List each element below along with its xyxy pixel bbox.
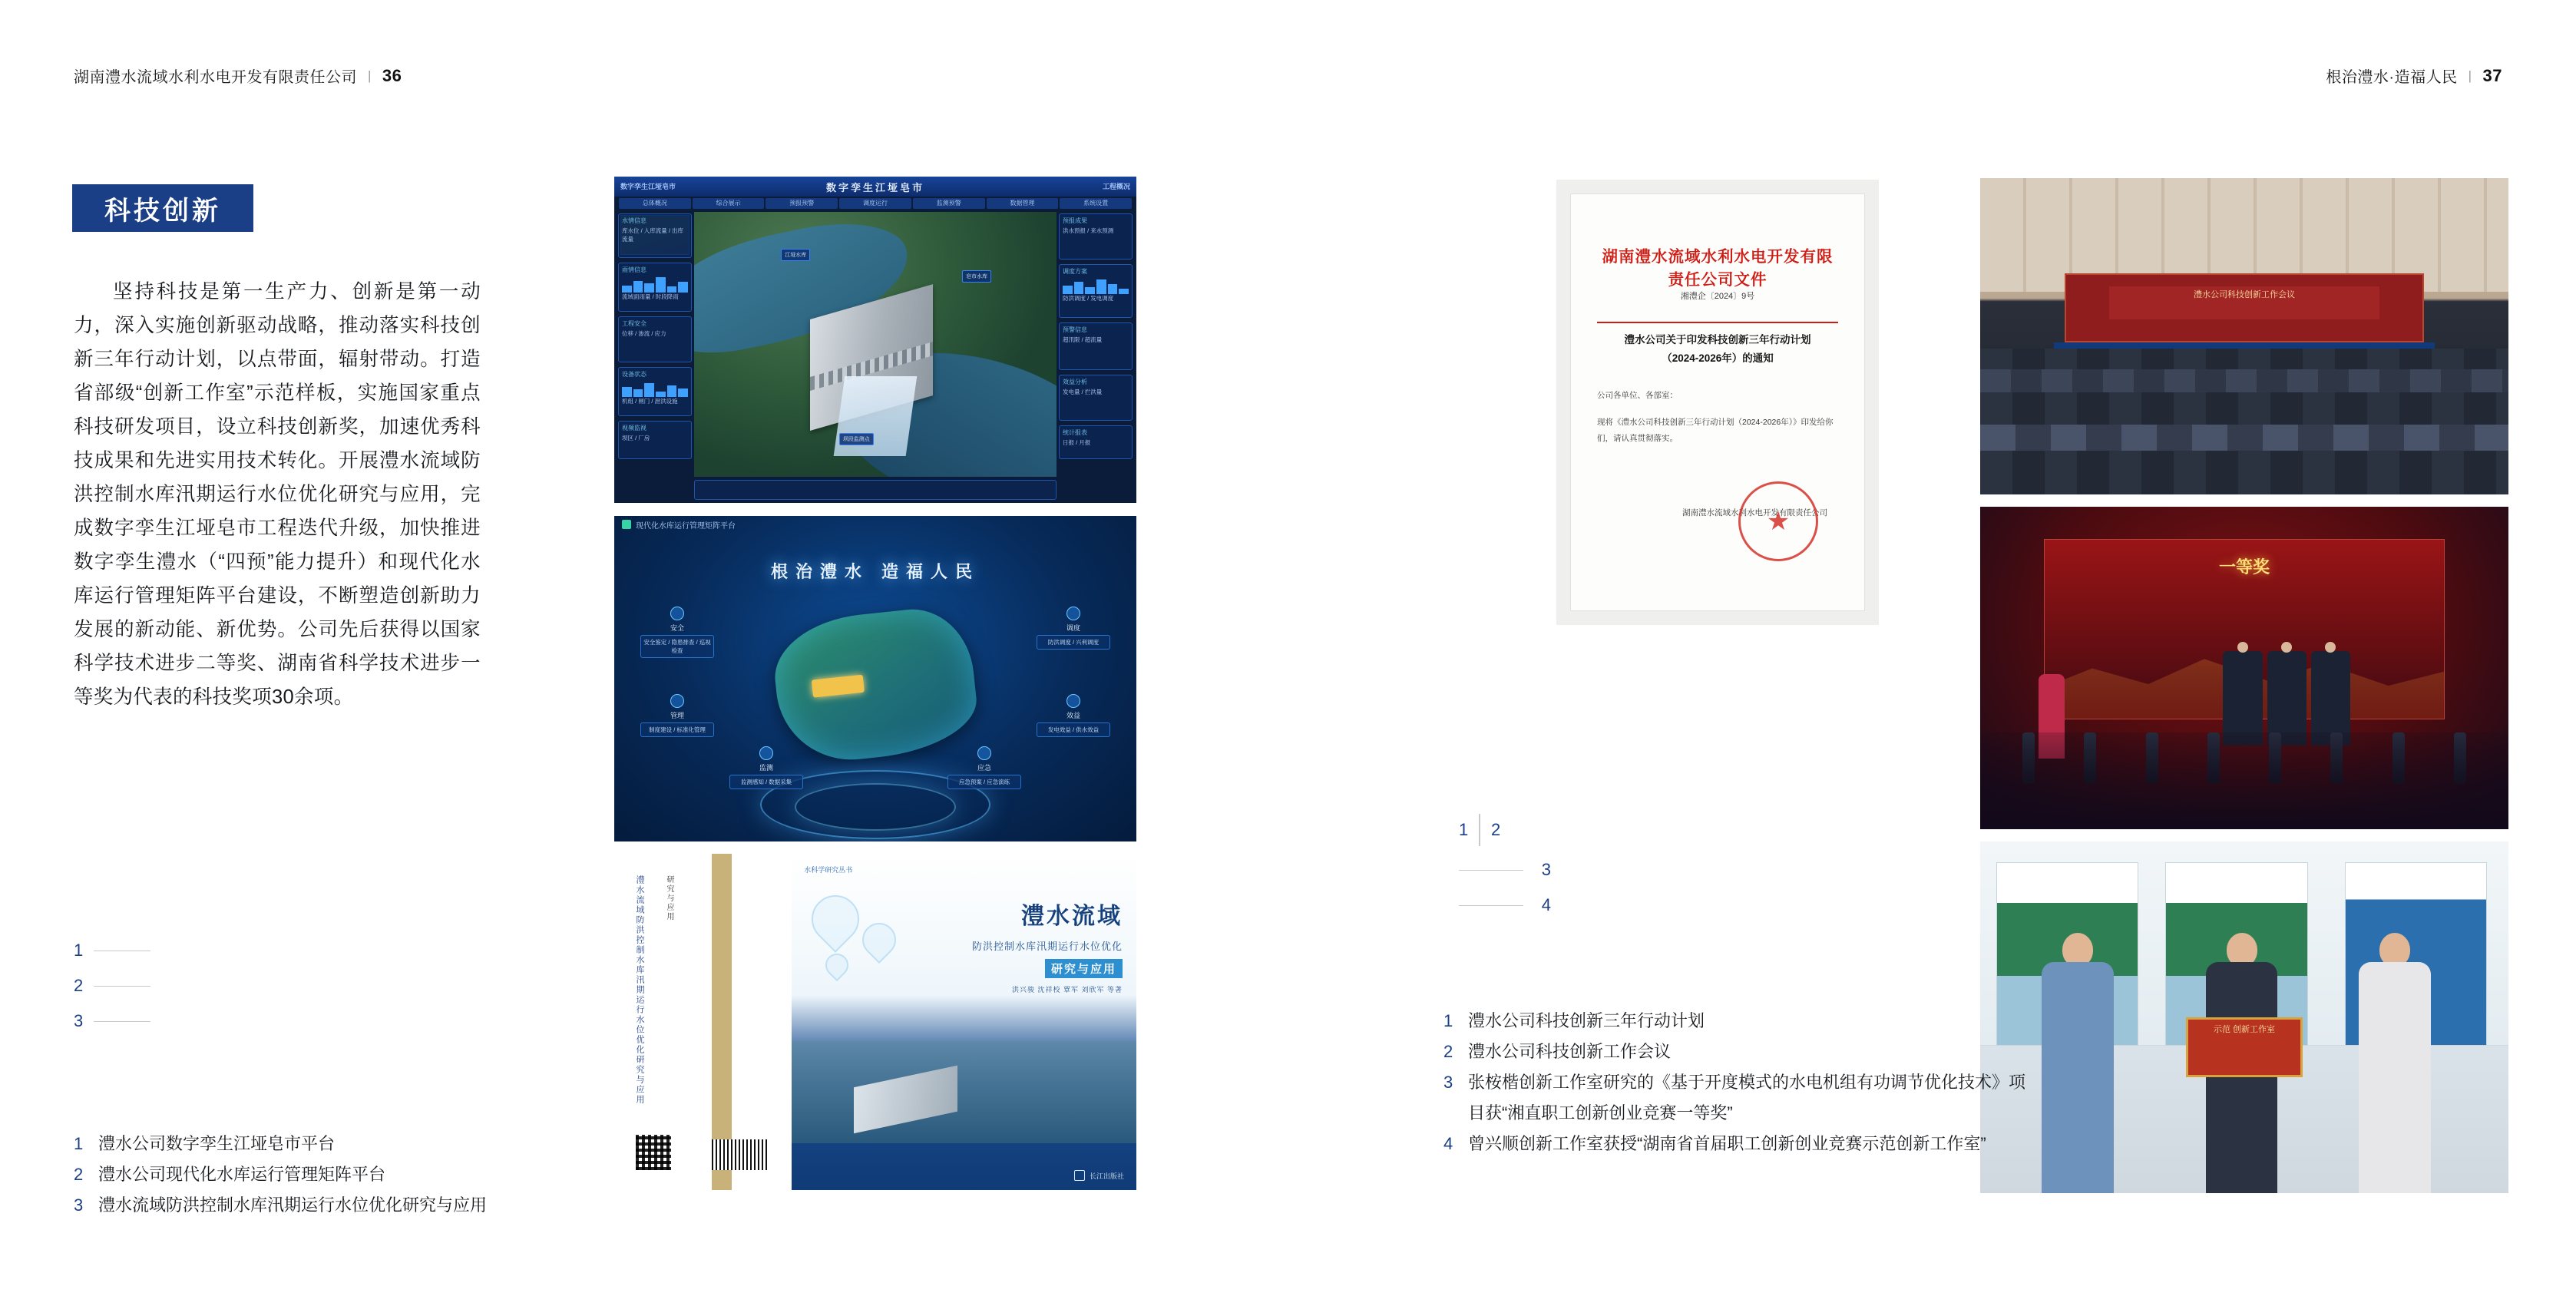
decorative-ring-inner bbox=[795, 783, 956, 831]
dashboard-title: 数字孪生江垭皂市 bbox=[825, 181, 924, 193]
dashboard-right-panel bbox=[1059, 264, 1133, 318]
panel-title: 水情信息 bbox=[622, 217, 646, 224]
document-salutation: 公司各单位、各部室： bbox=[1597, 391, 1678, 400]
panel-body: 流域面雨量 / 时段降雨 bbox=[622, 293, 679, 300]
figure-marker-row bbox=[1459, 812, 1529, 848]
figure-conference-hall bbox=[1980, 178, 2508, 494]
panel-title: 雨情信息 bbox=[622, 266, 646, 273]
matrix-header-text: 现代化水库运行管理矩阵平台 bbox=[636, 521, 736, 531]
figure-marker: 2 bbox=[74, 976, 84, 995]
scene-tag: 江垭水库 bbox=[781, 249, 810, 261]
document-body bbox=[1597, 388, 1838, 447]
dashboard-right-panel bbox=[1059, 213, 1133, 260]
figure-marker: 1 bbox=[74, 941, 84, 960]
panel-bar-chart bbox=[622, 276, 688, 293]
scene-tag: 坝段监测点 bbox=[839, 433, 874, 445]
panel-bar-chart bbox=[1063, 277, 1129, 294]
section-title bbox=[72, 184, 253, 232]
panel-body: 发电量 / 拦洪量 bbox=[1063, 388, 1103, 395]
figure-marker: 2 bbox=[1491, 820, 1501, 839]
book-front-cover bbox=[792, 854, 1136, 1190]
document-signer: 湖南澧水流域水利水电开发有限责任公司 bbox=[1682, 508, 1827, 517]
document-subject-line-2: （2024-2026年）的通知 bbox=[1662, 352, 1774, 364]
matrix-node[interactable] bbox=[947, 746, 1021, 789]
figure-book-cover bbox=[614, 854, 1136, 1190]
caption-item bbox=[1443, 1067, 2027, 1129]
figure-marker: 3 bbox=[1541, 860, 1551, 879]
person-body bbox=[2042, 962, 2114, 1193]
figure-marker: 4 bbox=[1541, 895, 1551, 914]
caption-item bbox=[1443, 1037, 2027, 1067]
document-subject bbox=[1597, 331, 1838, 368]
person-body bbox=[2359, 962, 2431, 1193]
node-detail: 制度建设 / 标准化管理 bbox=[640, 722, 714, 737]
caption-text: 澧水公司科技创新工作会议 bbox=[1468, 1042, 1672, 1061]
dashboard-left-panel bbox=[618, 421, 692, 459]
book-publisher bbox=[1074, 1170, 1124, 1181]
node-icon bbox=[1066, 607, 1080, 620]
panel-body: 日报 / 月报 bbox=[1063, 439, 1091, 446]
running-head-left bbox=[74, 64, 402, 87]
book-authors: 洪兴骏 沈祥校 覃军 刘欣军 等著 bbox=[1011, 986, 1123, 994]
matrix-slogan: 根治澧水 造福人民 bbox=[770, 562, 980, 581]
figure-marker-row bbox=[74, 968, 150, 1003]
caption-index: 4 bbox=[1443, 1134, 1453, 1153]
panel-body: 库水位 / 入库流量 / 出库流量 bbox=[622, 227, 684, 243]
book-title-sub: 防洪控制水库汛期运行水位优化 bbox=[971, 941, 1123, 952]
body-paragraph: 坚持科技是第一生产力、创新是第一动力，深入实施创新驱动战略，推动落实科技创新三年行动计划，以点带面，辐射带动。打造省部级“创新工作室”示范样板，实施国家重点科技研发项目，设立科技创新奖，加速优秀科技成果和先进实用技术转化。开展澧水流域防洪控制水库汛期运行水位优化研究与应用，完成数字孪生江垭皂市工程迭代升级，加快推进数字孪生澧水（“四预”能力提升）和现代化水库运行管理矩阵平台建设，不断塑造创新助力发展的新动能、新优势。公司先后获得以国家科学技术进步二等奖、湖南省科学技术进步一等奖为代表的科技奖项30余项。 bbox=[74, 281, 481, 708]
hall-stage bbox=[2065, 273, 2424, 343]
caption-index: 3 bbox=[74, 1195, 84, 1215]
figure-marker-rule bbox=[1459, 905, 1523, 906]
panel-title: 效益分析 bbox=[1063, 379, 1087, 385]
book-series-row bbox=[804, 865, 1124, 875]
figure-marker: 3 bbox=[74, 1011, 84, 1030]
matrix-node[interactable] bbox=[640, 694, 714, 737]
panel-title: 预警信息 bbox=[1063, 326, 1087, 333]
caption-item bbox=[1443, 1129, 2027, 1159]
figure-marker-rule bbox=[94, 986, 150, 987]
dashboard-left-panel bbox=[618, 213, 692, 258]
person-left bbox=[2033, 933, 2123, 1193]
drop-icon bbox=[855, 916, 903, 964]
panel-title: 视频监视 bbox=[622, 425, 646, 431]
node-icon bbox=[759, 746, 773, 760]
hall-audience-seats bbox=[1980, 349, 2508, 494]
node-label: 调度 bbox=[1066, 624, 1080, 632]
person-body bbox=[2206, 962, 2278, 1193]
document-paragraph: 现将《澧水公司科技创新三年行动计划（2024-2026年）》印发给你们，请认真贯彻落实。 bbox=[1597, 418, 1834, 443]
figure-marker-row bbox=[1459, 888, 1551, 923]
caption-item bbox=[74, 1159, 565, 1190]
figure-marker: 1 bbox=[1459, 820, 1469, 839]
document-red-title: 湖南澧水流域水利水电开发有限责任公司文件 bbox=[1602, 248, 1834, 289]
panel-body: 机组 / 闸门 / 泄洪设施 bbox=[622, 398, 678, 405]
publisher-mark-icon bbox=[1074, 1170, 1085, 1181]
dashboard-right-panel bbox=[1059, 375, 1133, 421]
book-spine-subtitle: 研究与应用 bbox=[665, 875, 673, 921]
matrix-node[interactable] bbox=[1037, 607, 1110, 650]
dashboard-menu-item[interactable]: 系统设置 bbox=[1060, 198, 1132, 209]
caption-text: 曾兴顺创新工作室获授“湖南省首届职工创新创业竞赛示范创新工作室” bbox=[1468, 1134, 1986, 1153]
left-figure-markers bbox=[74, 933, 150, 1039]
book-spine-title: 澧水流域防洪控制水库汛期运行水位优化研究与应用 bbox=[635, 875, 644, 1105]
caption-item bbox=[74, 1129, 565, 1159]
figure-marker-rule bbox=[1459, 870, 1523, 871]
node-detail: 监测感知 / 数据采集 bbox=[729, 775, 803, 789]
panel-body: 超汛限 / 超流量 bbox=[1063, 336, 1103, 343]
caption-index: 3 bbox=[1443, 1073, 1453, 1092]
scene-tag: 皂市水库 bbox=[962, 270, 991, 283]
watershed-map-shape bbox=[769, 603, 981, 767]
hall-banner-text: 澧水公司科技创新工作会议 bbox=[2109, 286, 2380, 319]
qr-code-icon bbox=[636, 1135, 671, 1170]
dashboard-left-panel bbox=[618, 316, 692, 362]
panel-title: 设备状态 bbox=[622, 371, 646, 378]
figure-official-document bbox=[1556, 180, 1879, 625]
dashboard-left-panel bbox=[618, 367, 692, 416]
dashboard-right-panel bbox=[1059, 322, 1133, 370]
dashboard-menu-item[interactable]: 总体概况 bbox=[619, 198, 691, 209]
dashboard-right-panel bbox=[1059, 425, 1133, 459]
node-detail: 安全鉴定 / 隐患排查 / 巡视检查 bbox=[640, 635, 714, 658]
figure-group-photo bbox=[1980, 841, 2508, 1193]
panel-bar-chart bbox=[622, 380, 688, 397]
water-drop-graphic bbox=[805, 888, 936, 1003]
caption-item bbox=[74, 1190, 565, 1221]
caption-item bbox=[1443, 1006, 2027, 1037]
figure-matrix-platform bbox=[614, 516, 1136, 841]
running-head-divider: | bbox=[2468, 68, 2472, 83]
dashboard-menu-item[interactable]: 调度运行 bbox=[839, 198, 911, 209]
dashboard-menu-item[interactable]: 监测预警 bbox=[913, 198, 985, 209]
node-label: 应急 bbox=[977, 764, 991, 772]
node-icon bbox=[977, 746, 991, 760]
caption-text: 澧水流域防洪控制水库汛期运行水位优化研究与应用 bbox=[98, 1195, 488, 1215]
barcode-icon bbox=[712, 1139, 769, 1170]
figure-marker-vrule bbox=[1479, 814, 1480, 846]
section-title-text: 科技创新 bbox=[104, 196, 221, 226]
caption-text: 澧水公司现代化水库运行管理矩阵平台 bbox=[98, 1165, 386, 1184]
node-detail: 防洪调度 / 兴利调度 bbox=[1037, 635, 1110, 650]
node-icon bbox=[1066, 694, 1080, 708]
document-sheet bbox=[1570, 193, 1865, 611]
matrix-node[interactable] bbox=[640, 607, 714, 658]
document-red-rule bbox=[1597, 322, 1838, 323]
panel-title: 工程安全 bbox=[622, 320, 646, 327]
award-plaque: 示范 创新工作室 bbox=[2186, 1017, 2302, 1077]
panel-title: 统计报表 bbox=[1063, 429, 1087, 436]
page-number-left: 36 bbox=[382, 65, 402, 85]
matrix-node[interactable] bbox=[1037, 694, 1110, 737]
caption-index: 1 bbox=[1443, 1011, 1453, 1030]
dashboard-title-bar bbox=[614, 177, 1136, 197]
node-label: 管理 bbox=[670, 712, 684, 719]
caption-index: 2 bbox=[74, 1165, 84, 1184]
platform-logo-icon bbox=[622, 520, 631, 529]
book-title-main: 澧水流域 bbox=[1020, 904, 1123, 929]
document-number: 湘澧企〔2024〕9号 bbox=[1680, 292, 1755, 301]
running-head-left-text: 湖南澧水流域水利水电开发有限责任公司 bbox=[74, 69, 357, 86]
book-cover-photo bbox=[792, 1042, 1136, 1142]
dashboard-menu[interactable] bbox=[614, 198, 1136, 210]
panel-body: 位移 / 渗流 / 应力 bbox=[622, 330, 666, 337]
dashboard-3d-scene bbox=[694, 212, 1057, 477]
dashboard-right-label: 工程概况 bbox=[1102, 183, 1130, 190]
page-number-right: 37 bbox=[2482, 65, 2502, 85]
node-label: 安全 bbox=[670, 624, 684, 632]
caption-text: 澧水公司科技创新三年行动计划 bbox=[1468, 1011, 1705, 1030]
figure-marker-rule bbox=[94, 1021, 150, 1022]
figure-marker-row bbox=[1459, 852, 1551, 888]
book-series-label: 水科学研究丛书 bbox=[804, 866, 853, 874]
dashboard-menu-item[interactable]: 预报预警 bbox=[766, 198, 838, 209]
award-recipients bbox=[2223, 636, 2349, 746]
node-icon bbox=[670, 694, 684, 708]
publisher-name: 长江出版社 bbox=[1089, 1172, 1124, 1180]
panel-body: 坝区 / 厂房 bbox=[622, 435, 650, 441]
running-head-right-text: 根治澧水·造福人民 bbox=[2326, 69, 2458, 86]
dashboard-menu-item[interactable]: 数据管理 bbox=[987, 198, 1059, 209]
panel-title: 预报成果 bbox=[1063, 217, 1087, 224]
caption-index: 1 bbox=[74, 1134, 84, 1153]
caption-text: 张桉楷创新工作室研究的《基于开度模式的水电机组有功调节优化技术》项目获“湘直职工创新创业竞赛一等奖” bbox=[1468, 1073, 2026, 1122]
caption-index: 2 bbox=[1443, 1042, 1453, 1061]
figure-digital-twin-dashboard bbox=[614, 177, 1136, 503]
right-figure-markers-mid bbox=[1459, 852, 1551, 923]
book-title-highlight: 研究与应用 bbox=[1045, 959, 1123, 978]
stage-floor bbox=[1980, 732, 2508, 829]
node-label: 效益 bbox=[1066, 712, 1080, 719]
dashboard-left-label: 数字孪生江垭皂市 bbox=[620, 183, 676, 190]
dashboard-menu-item[interactable]: 综合展示 bbox=[693, 198, 765, 209]
matrix-header bbox=[614, 516, 1136, 533]
right-caption-list bbox=[1443, 1006, 2027, 1159]
caption-text: 澧水公司数字孪生江垭皂市平台 bbox=[98, 1134, 336, 1153]
document-subject-line-1: 澧水公司关于印发科技创新三年行动计划 bbox=[1624, 334, 1811, 346]
node-detail: 应急预案 / 应急演练 bbox=[947, 775, 1021, 789]
award-title: 一等奖 bbox=[2218, 557, 2270, 577]
matrix-node[interactable] bbox=[729, 746, 803, 789]
panel-body: 洪水预报 / 来水预测 bbox=[1063, 227, 1114, 234]
official-seal-icon bbox=[1738, 481, 1818, 561]
left-caption-list bbox=[74, 1129, 565, 1221]
book-title-block bbox=[972, 897, 1123, 978]
dashboard-timeline[interactable] bbox=[694, 480, 1057, 500]
drop-icon bbox=[802, 885, 869, 953]
book-back-and-spine bbox=[614, 854, 792, 1190]
person-right bbox=[2350, 933, 2440, 1193]
right-figure-markers-top bbox=[1459, 812, 1529, 848]
node-icon bbox=[670, 607, 684, 620]
dashboard-left-panel bbox=[618, 263, 692, 312]
node-detail: 发电效益 / 供水效益 bbox=[1037, 722, 1110, 737]
running-head-right bbox=[2326, 64, 2502, 87]
figure-marker-row bbox=[74, 1003, 150, 1039]
panel-title: 调度方案 bbox=[1063, 268, 1087, 275]
drop-icon bbox=[821, 949, 853, 981]
panel-body: 防洪调度 / 发电调度 bbox=[1063, 295, 1114, 302]
figure-award-ceremony bbox=[1980, 507, 2508, 829]
figure-marker-row bbox=[74, 933, 150, 968]
node-label: 监测 bbox=[759, 764, 773, 772]
running-head-divider: | bbox=[368, 68, 372, 83]
